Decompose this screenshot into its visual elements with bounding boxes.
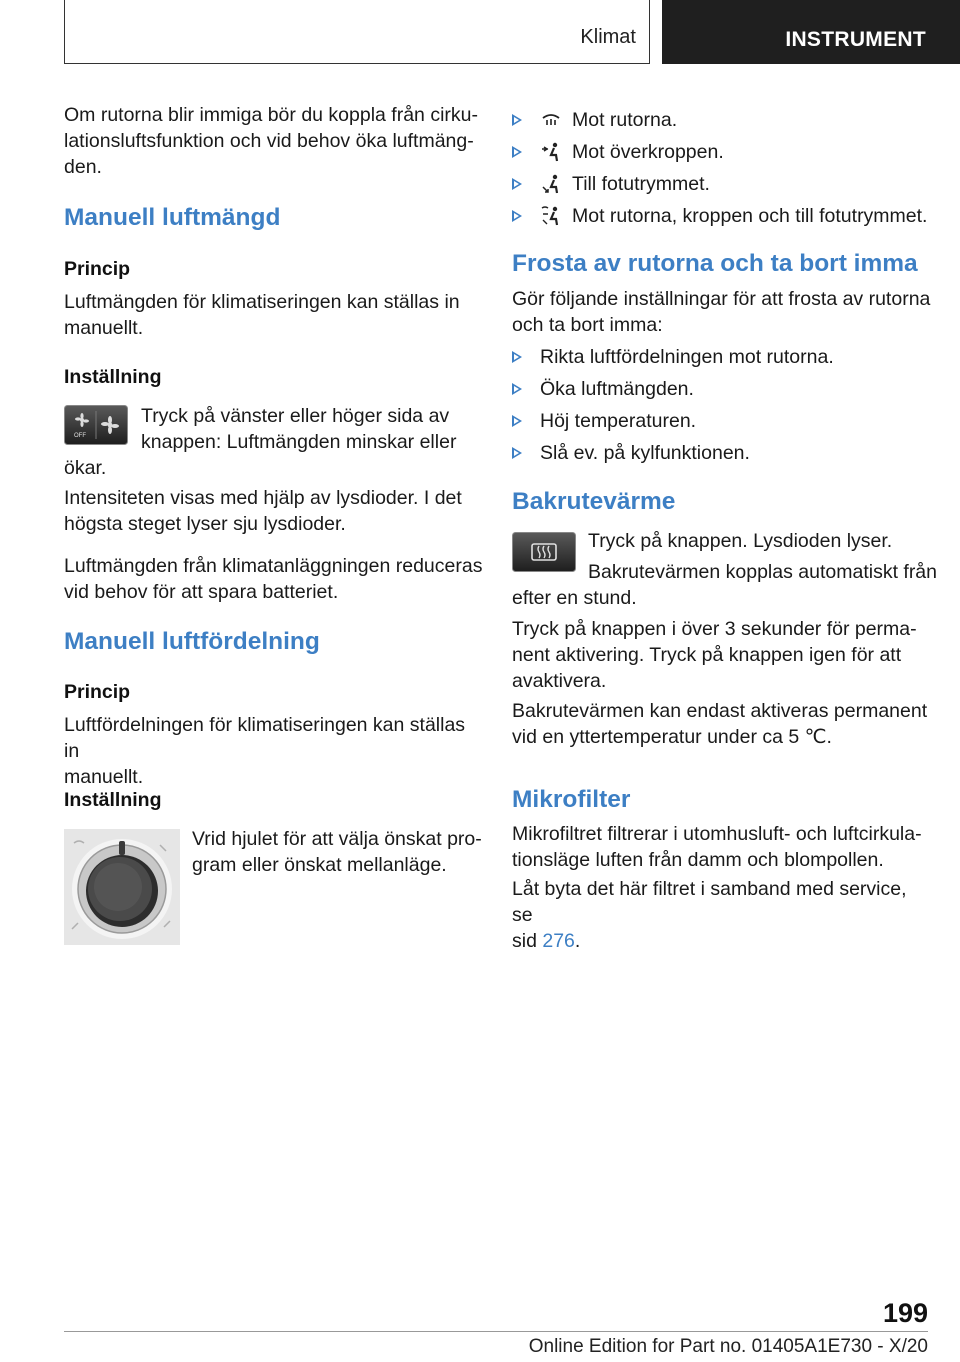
off-label: OFF [74,433,86,439]
bakrute-line3: efter en stund. [512,587,637,609]
heading-manuell-luftmangd: Manuell luftmängd [64,204,281,231]
air-distribution-dial-image [64,829,180,945]
bullet-triangle-icon [512,351,522,363]
bullet-triangle-icon [512,114,522,126]
windshield-airflow-icon [540,109,562,131]
bakrute-line1: Tryck på knappen. Lysdioden lyser. [588,530,893,552]
bullet-triangle-icon [512,146,522,158]
list-item: Rikta luftfördelningen mot rutorna. [512,341,932,373]
airflow-bullet-list [512,104,932,232]
list-item: Höj temperaturen. [512,405,932,437]
list-item: Slå ev. på kylfunktionen. [512,437,932,469]
rear-defrost-button-image [512,532,576,572]
lysdioder-paragraph: Intensiteten visas med hjälp av lysdioder. I det högsta steget lyser sju lysdioder. [64,487,462,535]
upper-body-airflow-icon [540,141,562,163]
heading-bakrutevarme: Bakrutevärme [512,488,676,515]
bakrute-paragraph-3: Bakrutevärmen kan endast aktiveras permanent vid en yttertemperatur under ca 5 ℃. [512,700,928,748]
frosta-intro: Gör följande inställningar för att frosta av rutorna och ta bort imma: [512,288,931,336]
header-chapter-tab [662,0,960,64]
subheading-princip: Princip [64,258,131,280]
header-chapter-label: INSTRUMENT [785,28,926,51]
installning-wrap-text: Tryck på vänster eller höger sida av knappen: Luftmängden minskar eller [141,405,457,453]
mikrofilter-paragraph: Mikrofiltret filtrerar i utomhusluft- och luftcirkula- tionsläge luften från damm och blompollen. [512,823,922,871]
service-paragraph: Låt byta det här filtret i samband med service, se sid 276. [512,878,907,952]
frosta-steps-list [512,341,932,469]
bullet-triangle-icon [512,383,522,395]
princip-paragraph-2: Luftfördelningen för klimatiseringen kan ställas in manuellt. [64,714,466,788]
list-item: Mot rutorna, kroppen och till fotutrymmet. [512,200,932,232]
bullet-triangle-icon [512,415,522,427]
installning-continued: ökar. [64,457,107,479]
subheading-installning-2: Inställning [64,789,162,811]
princip-paragraph: Luftmängden för klimatiseringen kan ställas in manuellt. [64,291,460,339]
bullet-triangle-icon [512,178,522,190]
subheading-installning: Inställning [64,366,162,388]
footwell-airflow-icon [540,173,562,195]
bakrute-paragraph-2: Tryck på knappen i över 3 sekunder för perma- nent aktivering. Tryck på knappen igen för att avaktivera. [512,618,917,692]
fan-speed-button-image [64,405,128,445]
list-item: Till fotutrymmet. [512,168,932,200]
bakrute-line2: Bakrutevärmen kopplas automatiskt från [588,561,938,583]
list-item: Mot rutorna. [512,104,932,136]
heading-manuell-luftfordelning: Manuell luftfördelning [64,628,320,655]
list-item: Öka luftmängden. [512,373,932,405]
all-zones-airflow-icon [540,205,562,227]
footer-divider [64,1331,928,1332]
page-number: 199 [882,1298,928,1328]
batteri-paragraph: Luftmängden från klimatanläggningen reduceras vid behov för att spara batteriet. [64,555,483,603]
bullet-triangle-icon [512,210,522,222]
header-section-title: Klimat [580,26,636,48]
heading-mikrofilter: Mikrofilter [512,786,631,813]
page-reference-link[interactable]: 276 [542,930,575,952]
list-item: Mot överkroppen. [512,136,932,168]
dial-wrap-text: Vrid hjulet för att välja önskat pro- gram eller önskat mellanläge. [192,828,482,876]
heading-frosta: Frosta av rutorna och ta bort imma [512,250,918,277]
intro-paragraph: Om rutorna blir immiga bör du koppla från cirku- lationsluftsfunktion och vid behov öka luftmäng- den. [64,104,478,178]
footer-edition-text: Online Edition for Part no. 01405A1E730 - X/20 [528,1336,928,1357]
bullet-triangle-icon [512,447,522,459]
subheading-princip-2: Princip [64,681,131,703]
